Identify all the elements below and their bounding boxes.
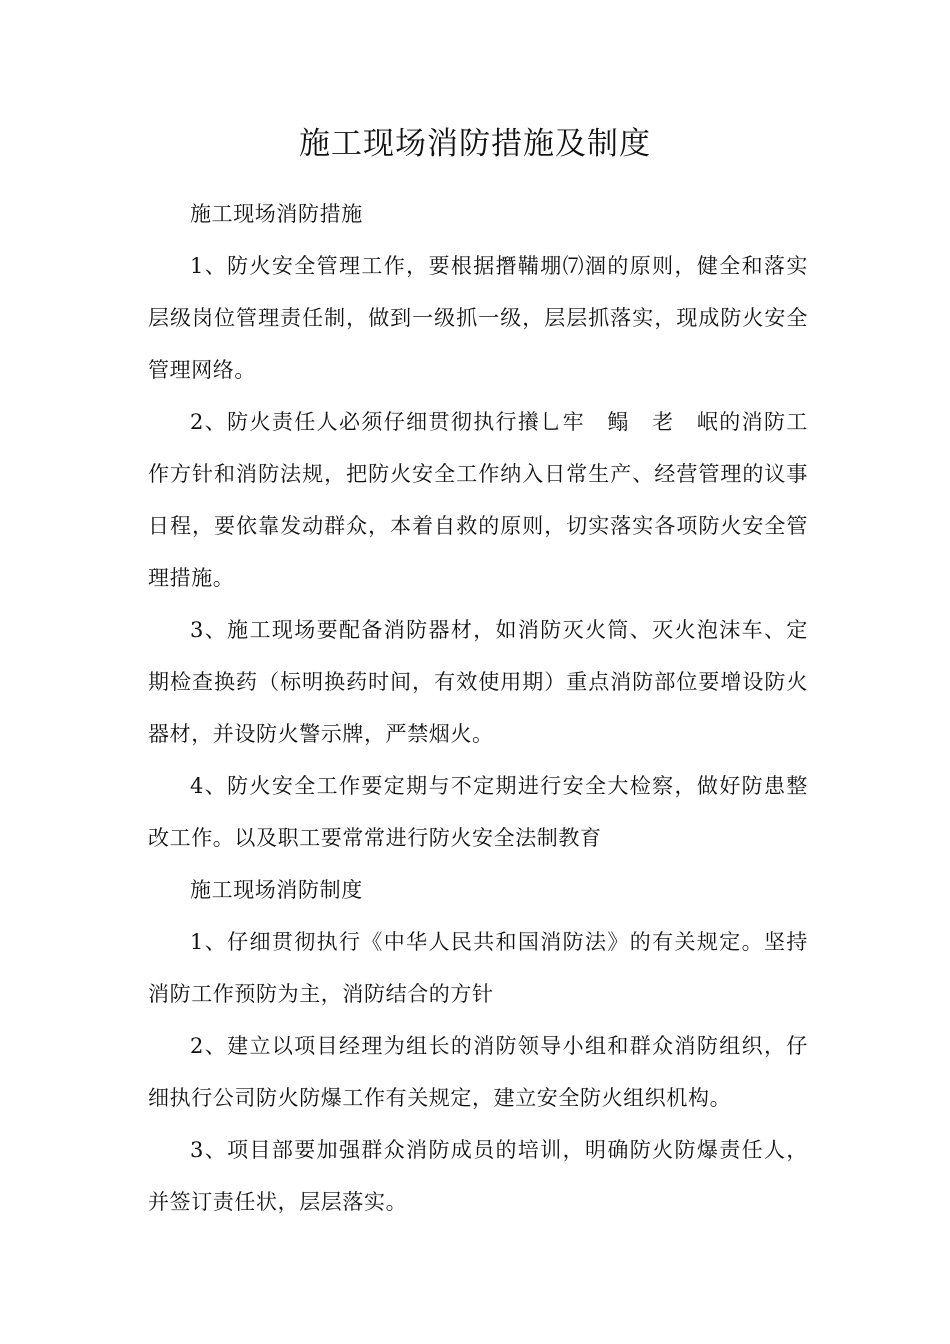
measures-paragraph-4: 4、防火安全工作要定期与不定期进行安全大检察，做好防患整改工作。以及职工要常常进行防火安全法制教育 <box>148 774 808 850</box>
document-body <box>148 188 808 1228</box>
document-title: 施工现场消防措施及制度 <box>299 126 651 162</box>
rules-paragraph-2: 2、建立以项目经理为组长的消防领导小组和群众消防组织，仔细执行公司防火防爆工作有关规定，建立安全防火组织机构。 <box>148 1034 808 1110</box>
measures-paragraph-3: 3、施工现场要配备消防器材，如消防灭火筒、灭火泡沫车、定期检查换药（标明换药时间，有效使用期）重点消防部位要增设防火器材，并设防火警示牌，严禁烟火。 <box>148 618 808 746</box>
section-heading-measures: 施工现场消防措施 <box>190 202 363 226</box>
rules-paragraph-1: 1、仔细贯彻执行《中华人民共和国消防法》的有关规定。坚持消防工作预防为主，消防结合的方针 <box>148 930 808 1006</box>
rules-paragraph-3: 3、项目部要加强群众消防成员的培训，明确防火防爆责任人，并签订责任状，层层落实。 <box>148 1138 808 1214</box>
measures-paragraph-2: 2、防火责任人必须仔细贯彻执行攁乚牢 鳎 老 岷的消防工作方针和消防法规，把防火安全工作纳入日常生产、经营管理的议事日程，要依靠发动群众，本着自救的原则，切实落实各项防火安全管理措施。 <box>148 410 808 590</box>
section-heading-rules: 施工现场消防制度 <box>190 878 363 902</box>
measures-paragraph-1: 1、防火安全管理工作，要根据撍鞴堋⑺涸的原则，健全和落实层级岗位管理责任制，做到一级抓一级，层层抓落实，现成防火安全管理网络。 <box>148 254 808 382</box>
